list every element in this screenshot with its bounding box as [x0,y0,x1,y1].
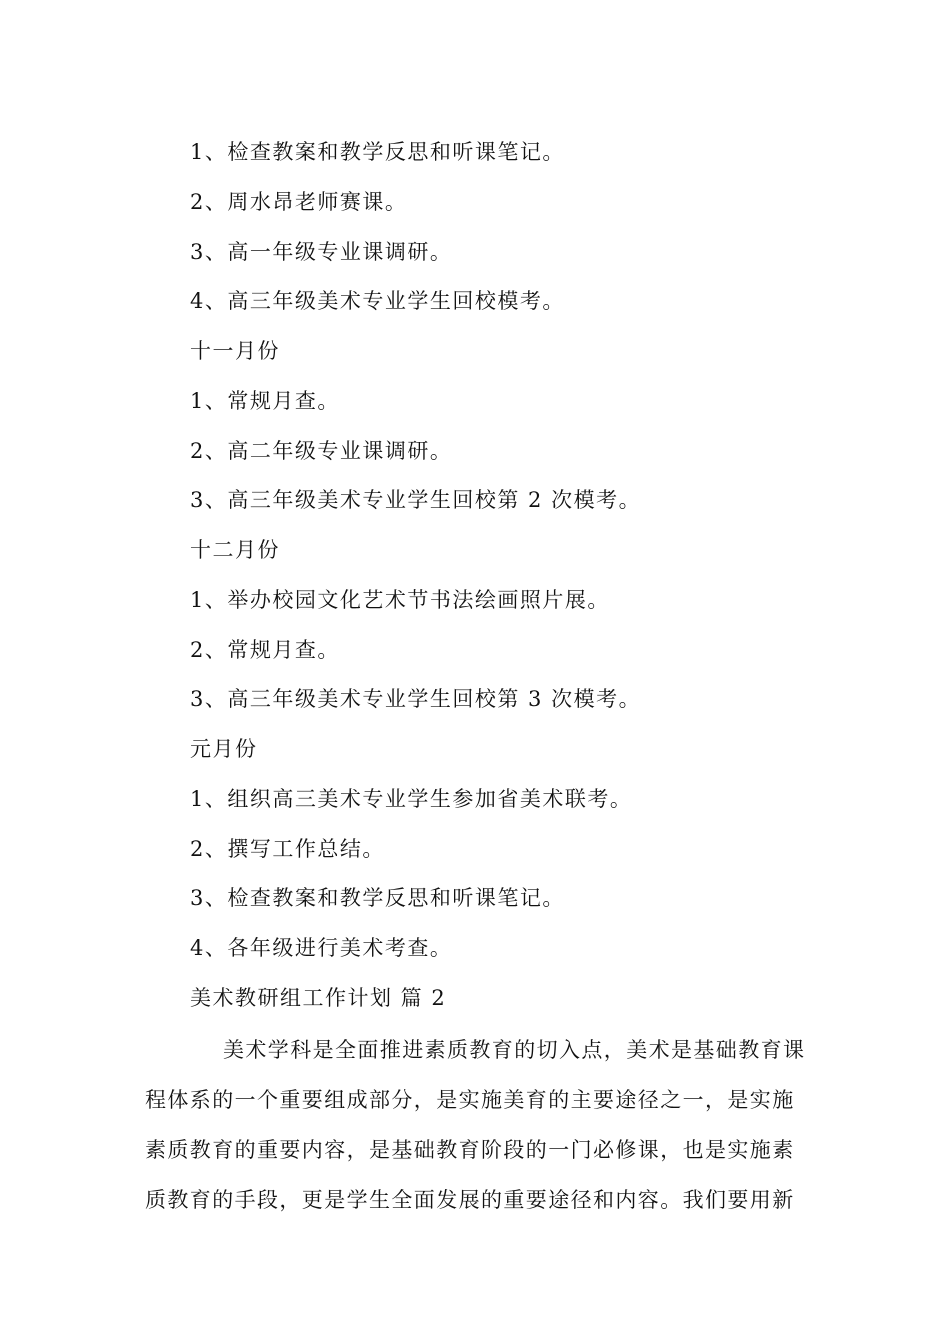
paragraph-line: 美术学科是全面推进素质教育的切入点，美术是基础教育课 [223,1038,806,1062]
list-item: 3、高三年级美术专业学生回校第 2 次模考。 [190,488,642,512]
section-heading: 十一月份 [190,339,280,363]
list-item: 2、常规月查。 [190,638,340,662]
list-item: 1、检查教案和教学反思和听课笔记。 [190,140,565,164]
list-item: 3、检查教案和教学反思和听课笔记。 [190,886,565,910]
list-item: 2、高二年级专业课调研。 [190,439,453,463]
list-item: 4、高三年级美术专业学生回校模考。 [190,289,565,313]
paragraph-line: 素质教育的重要内容，是基础教育阶段的一门必修课，也是实施素 [145,1138,795,1162]
list-item: 4、各年级进行美术考查。 [190,936,453,960]
list-item: 3、高一年级专业课调研。 [190,240,453,264]
body-paragraph [145,1025,813,1225]
paragraph-line: 质教育的手段，更是学生全面发展的重要途径和内容。我们要用新 [145,1188,795,1212]
list-item: 1、常规月查。 [190,389,340,413]
paragraph-line: 程体系的一个重要组成部分，是实施美育的主要途径之一，是实施 [145,1088,795,1112]
article-title: 美术教研组工作计划 篇 2 [190,986,447,1010]
list-item: 3、高三年级美术专业学生回校第 3 次模考。 [190,687,642,711]
list-item: 1、组织高三美术专业学生参加省美术联考。 [190,787,633,811]
section-heading: 十二月份 [190,538,280,562]
list-item: 2、周水昂老师赛课。 [190,190,408,214]
list-item: 2、撰写工作总结。 [190,837,385,861]
section-heading: 元月份 [190,737,258,761]
list-item: 1、举办校园文化艺术节书法绘画照片展。 [190,588,610,612]
